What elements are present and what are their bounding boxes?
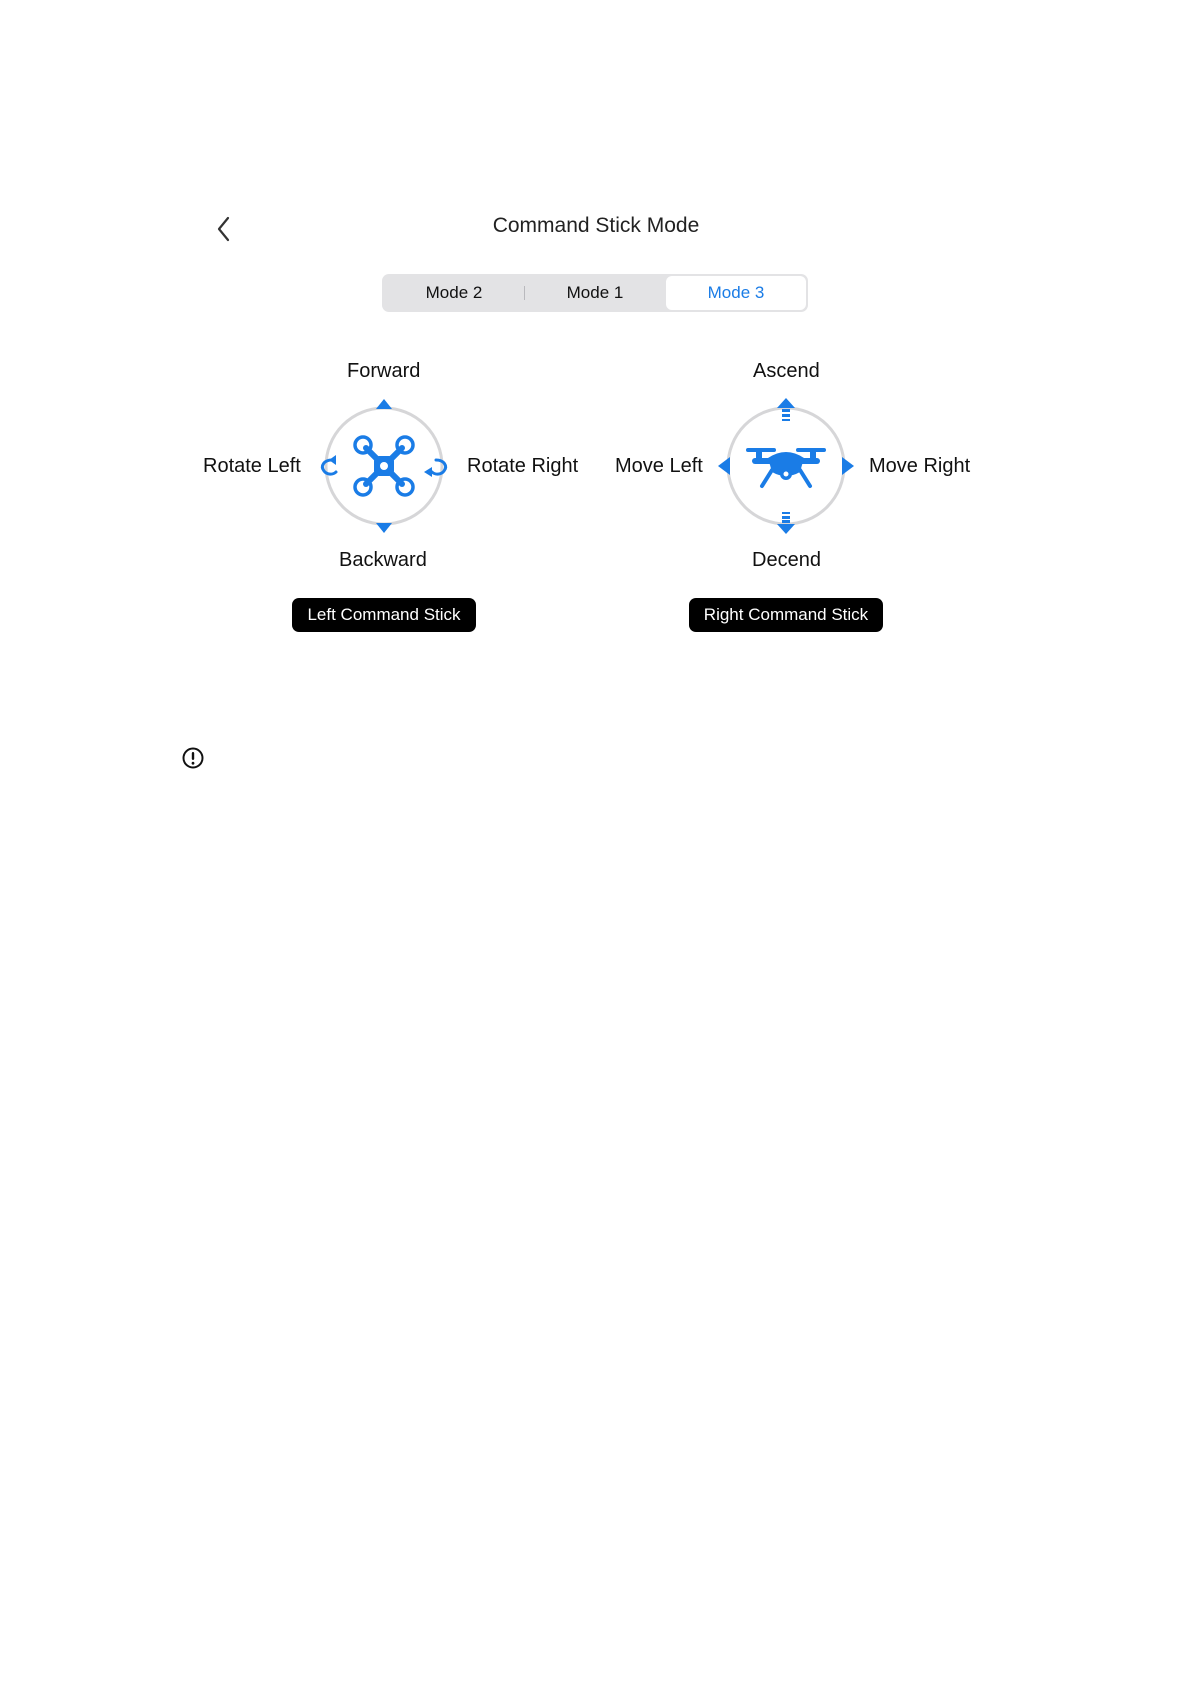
- quadcopter-top-icon: [355, 437, 413, 495]
- mode-segmented-control: [382, 274, 808, 312]
- right-stick-right-label: Move Right: [869, 455, 971, 477]
- tab-mode-2[interactable]: Mode 2: [425, 283, 483, 302]
- right-stick-up-label: Ascend: [753, 360, 820, 382]
- arrow-left-icon: [718, 457, 730, 475]
- arrow-right-icon: [842, 457, 854, 475]
- arrow-down-icon: [376, 523, 392, 533]
- left-command-stick-button[interactable]: Left Command Stick: [292, 598, 476, 632]
- tab-mode-3[interactable]: Mode 3: [666, 276, 806, 310]
- right-stick-down-label: Decend: [752, 549, 821, 571]
- left-stick-graphic: [316, 398, 452, 534]
- right-stick-graphic: [718, 398, 854, 534]
- right-command-stick-button[interactable]: Right Command Stick: [689, 598, 883, 632]
- right-stick-diagram: [718, 398, 854, 534]
- right-stick-left-label: Move Left: [615, 455, 703, 477]
- page-title: Command Stick Mode: [492, 214, 700, 237]
- left-stick-diagram: [316, 398, 452, 534]
- left-stick-up-label: Forward: [347, 360, 421, 382]
- left-stick-right-label: Rotate Right: [467, 455, 579, 477]
- left-stick-down-label: Backward: [339, 549, 427, 571]
- left-stick-left-label: Rotate Left: [203, 455, 301, 477]
- drone-side-icon: [746, 448, 826, 486]
- rotate-left-icon: [322, 455, 336, 474]
- info-icon[interactable]: [181, 746, 205, 770]
- tab-mode-1[interactable]: Mode 1: [566, 283, 624, 302]
- arrow-up-icon: [376, 399, 392, 409]
